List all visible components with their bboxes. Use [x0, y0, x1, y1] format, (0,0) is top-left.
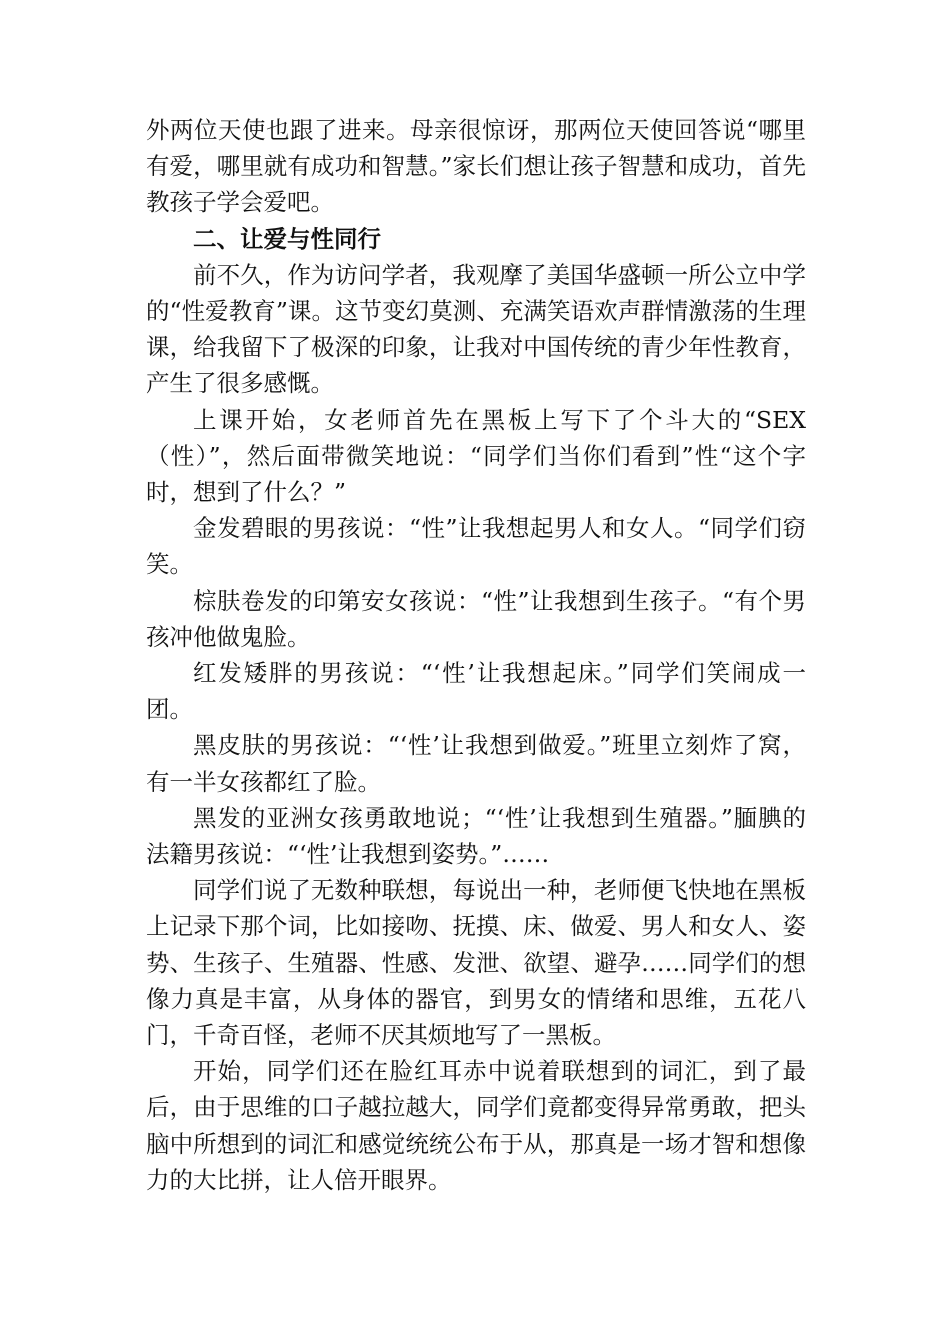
paragraph-continuation: 外两位天使也跟了进来。母亲很惊讶，那两位天使回答说“哪里有爱，哪里就有成功和智慧。”家长们想让孩子智慧和成功，首先教孩子学会爱吧。: [146, 116, 806, 217]
paragraph-associations: 同学们说了无数种联想，每说出一种，老师便飞快地在黑板上记录下那个词，比如接吻、抚摸、床、做爱、男人和女人、姿势、生孩子、生殖器、性感、发泄、欲望、避孕……同学们的想像力真是丰富，从身体的器官，到男女的情绪和思维，五花八门，千奇百怪，老师不厌其烦地写了一黑板。: [146, 876, 806, 1050]
paragraph-conclusion: 开始，同学们还在脸红耳赤中说着联想到的词汇，到了最后，由于思维的口子越拉越大，同学们竟都变得异常勇敢，把头脑中所想到的词汇和感觉统统公布于从，那真是一场才智和想像力的大比拼，让人倍开眼界。: [146, 1057, 806, 1194]
paragraph-native-girl: 棕肤卷发的印第安女孩说：“性”让我想到生孩子。“有个男孩冲他做鬼脸。: [146, 586, 806, 651]
paragraph-blond-boy: 金发碧眼的男孩说：“性”让我想起男人和女人。“同学们窃笑。: [146, 514, 806, 579]
document-page: [146, 112, 806, 1198]
paragraph-dark-boy: 黑皮肤的男孩说：“‘性’让我想到做爱。”班里立刻炸了窝，有一半女孩都红了脸。: [146, 731, 806, 796]
section-heading: 二、让爱与性同行: [193, 224, 381, 253]
paragraph-class-start: 上课开始，女老师首先在黑板上写下了个斗大的“SEX（性）”，然后面带微笑地说：“同学们当你们看到”性“这个字时，想到了什么？”: [146, 405, 806, 507]
paragraph-intro: 前不久，作为访问学者，我观摩了美国华盛顿一所公立中学的“性爱教育”课。这节变幻莫测、充满笑语欢声群情激荡的生理课，给我留下了极深的印象，让我对中国传统的青少年性教育，产生了很多感慨。: [146, 260, 806, 398]
paragraph-asian-girl: 黑发的亚洲女孩勇敢地说；“‘性’让我想到生殖器。”腼腆的法籍男孩说：“‘性’让我想到姿势。”……: [146, 803, 806, 869]
paragraph-redhead-boy: 红发矮胖的男孩说：“‘性’让我想起床。”同学们笑闹成一团。: [146, 659, 806, 724]
